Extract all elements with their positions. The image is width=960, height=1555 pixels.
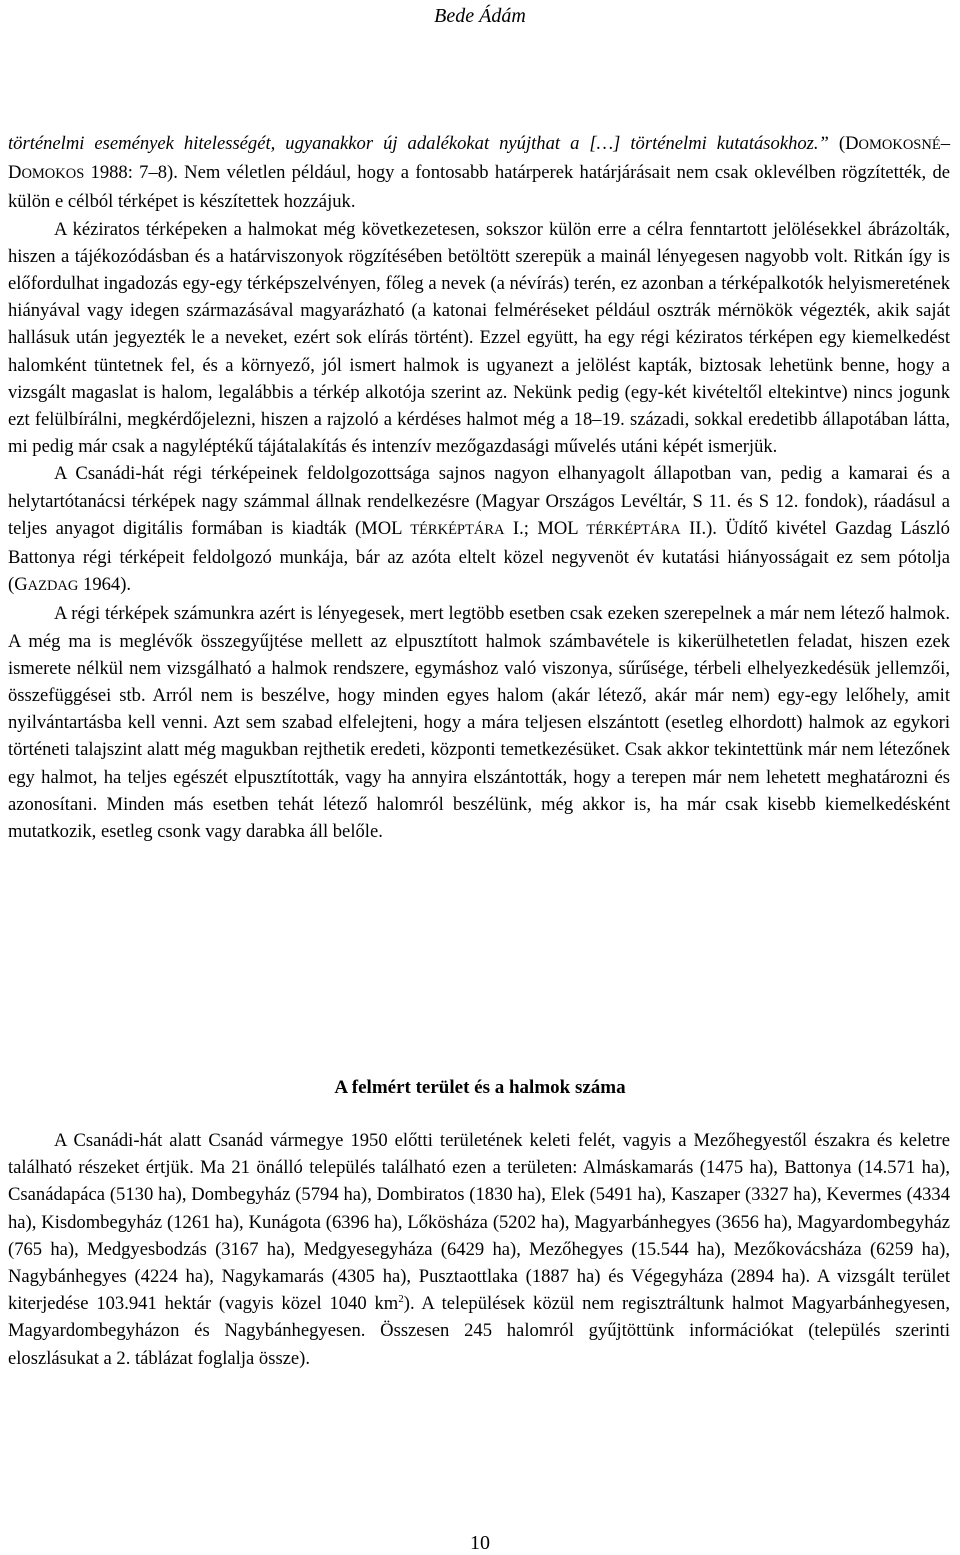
paragraph-2: A kéziratos térképeken a halmokat még következetesen, sokszor külön erre a célra fenntartott jelölésekkel ábrázolták, hiszen a tájékozódásban és a határviszonyok rögzítésében betöltött szerepük a mainál lényegesen nagyobb volt. Ritkán így is előfordulhat ingadozás egy-egy térképszelvényen, főleg a nevek (a névírás) terén, ez azonban a térképalkotók helyismeretének hiányával vagy idegen származásával magyarázható (a katonai felméréseket például osztrák mérnökök végezték, akik saját hallásuk után jegyezték le a neveket, ezért sok elírás történt). Ezzel együtt, ha egy régi kéziratos térképen egy kiemelkedést halomként tüntetnek fel, és a környező, jól ismert halmok is ugyanezt a jelölést kapták, biztosak lehetünk benne, hogy a vizsgált magaslat is halom, legalábbis a térkép alkotója szerint az. Nekünk pedig (egy-két kivételtől eltekintve) nincs jogunk ezt felülbírálni, megkérdőjelezni, hiszen a rajzoló a kérdéses halmot még a 18–19. századi, sokkal eredetibb állapotában látta, mi pedig már csak a nagyléptékű tájátalakítás és intenzív mezőgazdasági művelés utáni képét ismerjük.: [8, 218, 950, 458]
superscript: 2: [398, 1293, 404, 1306]
paragraph-4: A régi térképek számunkra azért is lényegesek, mert legtöbb esetben csak ezeken szerepelnek a már nem létező halmok. A még ma is meglévők összegyűjtése mellett az elpusztított halmok számbavétele is kikerülhetetlen feladat, hiszen ezek ismerete nélkül nem vizsgálható a halmok rendszere, egymáshoz való viszonya, sűrűsége, térbeli elhelyezkedésük jellemzői, összefüggései stb. Arról nem is beszélve, hogy minden egyes halom (akár létező, akár már nem) egy-egy lelőhely, amit nyilvántartásba kell venni. Azt sem szabad elfelejteni, hogy a mára teljesen elszántott (esetleg elhordott) halmok az egykori történeti talajszint alatt még magukban rejthetik eredeti, központi temetkezésüket. Csak akkor tekintettünk már nem létezőnek egy halmot, ha teljes egészét elpusztították, vagy ha annyira elszántották, hogy a terepen már nem lehetett meghatározni és azonosítani. Minden más esetben tehát létező halomról beszélünk, még akkor is, ha már csak kisebb kiemelkedésként mutatkozik, esetleg csonk vagy darabka áll belőle.: [8, 603, 950, 843]
section-heading: A felmért terület és a halmok száma: [334, 1077, 626, 1098]
running-header: Bede Ádám: [434, 5, 526, 27]
section-body: [8, 1127, 950, 1372]
body-text: [8, 130, 950, 845]
paragraph-5: A Csanádi-hát alatt Csanád vármegye 1950 előtti területének keleti felét, vagyis a Mezőhegyestől északra és keletre található részeket értjük. Ma 21 önálló település található ezen a területen: Almáskamarás (1475 ha), Battonya (14.571 ha), Csanádapáca (5130 ha), Dombegyház (5794 ha), Dombiratos (1830 ha), Elek (5491 ha), Kaszaper (3327 ha), Kevermes (4334 ha), Kisdombegyház (1261 ha), Kunágota (6396 ha), Lőkösháza (5202 ha), Magyarbánhegyes (3656 ha), Magyardombegyház (765 ha), Medgyesbodzás (3167 ha), Medgyesegyháza (6429 ha), Mezőhegyes (15.544 ha), Mezőkovácsháza (6259 ha), Nagybánhegyes (4224 ha), Nagykamarás (4305 ha), Pusztaottlaka (1887 ha) és Végegyháza (2894 ha). A vizsgált terület kiterjedése 103.941 hektár (vagyis közel 1040 $km^2$). A települések közül nem regisztráltunk halmot Magyarbánhegyesen, Magyardombegyházon és Nagybánhegyesen. Összesen 245 halomról gyűjtöttünk információkat (település szerinti eloszlásukat a 2. táblázat foglalja össze).: [8, 1130, 950, 1369]
paragraph-3: A Csanádi-hát régi térképeinek feldolgozottsága sajnos nagyon elhanyagolt állapotban van, pedig a kamarai és a helytartótanácsi térképek nagy számmal állnak rendelkezésre (Magyar Országos Levéltár, S 11. és S 12. fondok), ráadásul a teljes anyagot digitális formában is kiadták (MOL TÉRKÉPTÁRA I.; MOL TÉRKÉPTÁRA II.). Üdítő kivétel Gazdag László Battonya régi térképeit feldolgozó munkája, bár az azóta eltelt közel negyvenöt év kutatási hiányosságait ez sem pótolja (GAZDAG 1964).: [8, 463, 950, 596]
paragraph-1: történelmi események hitelességét, ugyanakkor új adalékokat nyújthat a […] történelmi kutatásokhoz.” (DOMOKOSNÉ–DOMOKOS 1988: 7–8). Nem véletlen például, hogy a fontosabb határperek határjárásait nem csak oklevélben rögzítették, de külön e célból térképet is készítettek hozzájuk.: [8, 133, 950, 213]
quote-italic: történelmi események hitelességét, ugyanakkor új adalékokat nyújthat a […] történelmi kutatásokhoz.”: [8, 133, 829, 154]
page-number: 10: [470, 1532, 490, 1554]
